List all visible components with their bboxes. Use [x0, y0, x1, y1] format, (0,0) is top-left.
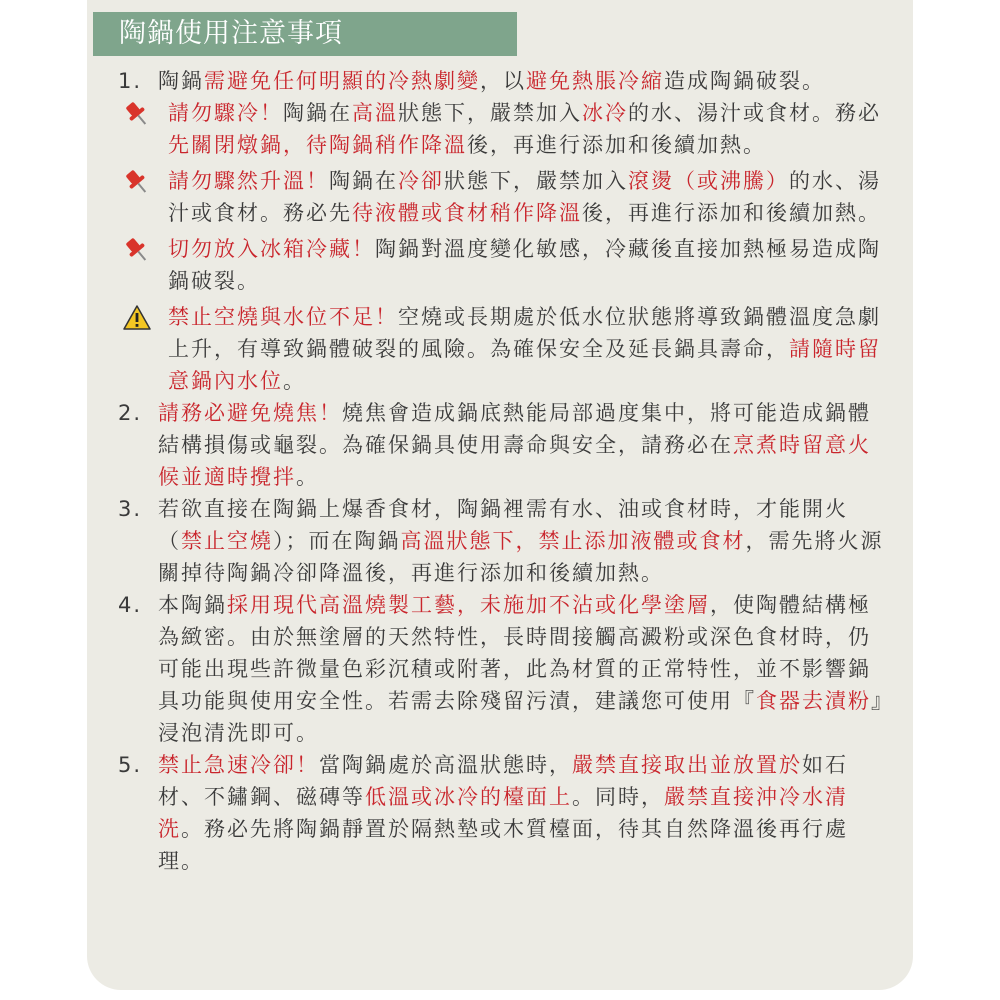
- list-item: [118, 589, 893, 749]
- highlight-text: 採用現代高溫燒製工藝，未施加不沾或化學塗層: [227, 593, 710, 617]
- sub-item: [118, 233, 893, 297]
- highlight-text: 先關閉燉鍋，待陶鍋稍作降溫: [168, 133, 467, 157]
- body-text: 的水、湯汁或食材。務必先: [168, 169, 881, 225]
- highlight-text: 冰冷: [582, 101, 628, 125]
- item-number: 5.: [118, 753, 143, 777]
- highlight-text: 禁止空燒: [181, 529, 273, 553]
- highlight-text: 嚴禁直接沖冷水清洗: [158, 785, 848, 841]
- sub-item-text: [168, 169, 881, 225]
- body-text: 陶鍋在: [329, 169, 398, 193]
- body-text: 空燒或長期處於低水位狀態將導致鍋體溫度急劇上升，有導致鍋體破裂的風險。為確保安全及延長鍋具壽命，: [168, 305, 881, 361]
- body-text: ，使陶體結構極為緻密。由於無塗層的天然特性，長時間接觸高澱粉或深色食材時，仍可能出現些許微量色彩沉積或附著，此為材質的正常特性，並不影響鍋具功能與使用安全性。若需去除殘留污漬，建議您可使用『: [158, 593, 871, 713]
- pin-icon: [122, 235, 152, 265]
- highlight-text: 待液體或食材稍作降溫: [352, 201, 582, 225]
- sub-item-text: [168, 237, 881, 293]
- body-text: 如石材、不鏽鋼、磁磚等: [158, 753, 848, 809]
- highlight-text: 禁止急速冷卻！: [158, 753, 319, 777]
- body-text: ，需先將火源關掉待陶鍋冷卻降溫後，再進行添加和後續加熱。: [158, 529, 884, 585]
- body-text: ）；而在陶鍋: [273, 529, 401, 553]
- sub-item: [118, 301, 893, 397]
- sub-item: [118, 165, 893, 229]
- body-text: 。務必先將陶鍋靜置於隔熱墊或木質檯面，待其自然降溫後再行處理。: [158, 817, 848, 873]
- item-number: 2.: [118, 401, 143, 425]
- list-item: [118, 493, 893, 589]
- item-number: 1.: [118, 69, 143, 93]
- highlight-text: 請勿驟冷！: [168, 101, 283, 125]
- item-text: [158, 497, 884, 585]
- body-text: 。: [283, 369, 306, 393]
- body-text: 陶鍋在: [283, 101, 352, 125]
- pin-icon: [122, 99, 152, 129]
- sub-item-text: [168, 101, 881, 157]
- highlight-text: 冷卻: [398, 169, 444, 193]
- page-title: 陶鍋使用注意事項: [93, 12, 517, 56]
- body-text: 後，再進行添加和後續加熱。: [582, 201, 881, 225]
- highlight-text: 食器去漬粉: [756, 689, 871, 713]
- item-text: [158, 401, 871, 489]
- item-text: [158, 69, 825, 93]
- highlight-text: 需避免任何明顯的冷熱劇變: [204, 69, 480, 93]
- body-text: ，以: [480, 69, 526, 93]
- body-text: 狀態下，嚴禁加入: [398, 101, 582, 125]
- body-text: 燒焦會造成鍋底熱能局部過度集中，將可能造成鍋體結構損傷或龜裂。為確保鍋具使用壽命與安全，請務必在: [158, 401, 871, 457]
- highlight-text: 高溫狀態下，禁止添加液體或食材: [400, 529, 746, 553]
- item-number: 3.: [118, 497, 143, 521]
- highlight-text: 低溫或冰冷的檯面上: [365, 785, 572, 809]
- sub-item: [118, 97, 893, 161]
- body-text: 陶鍋: [158, 69, 204, 93]
- sub-item-text: [168, 305, 881, 393]
- highlight-text: 請隨時留意鍋內水位: [168, 337, 881, 393]
- body-text: 陶鍋對溫度變化敏感，冷藏後直接加熱極易造成陶鍋破裂。: [168, 237, 881, 293]
- item-number: 4.: [118, 593, 143, 617]
- list-item: [118, 65, 893, 97]
- list-item: [118, 749, 893, 877]
- highlight-text: 切勿放入冰箱冷藏！: [168, 237, 375, 261]
- body-text: 後，再進行添加和後續加熱。: [467, 133, 766, 157]
- pin-icon: [122, 167, 152, 197]
- body-text: 造成陶鍋破裂。: [664, 69, 825, 93]
- highlight-text: 滾燙（或沸騰）: [628, 169, 789, 193]
- highlight-text: 烹煮時留意火候並適時攪拌: [158, 433, 871, 489]
- highlight-text: 請務必避免燒焦！: [158, 401, 342, 425]
- highlight-text: 避免熱脹冷縮: [526, 69, 664, 93]
- item-text: [158, 753, 848, 873]
- item-text: [158, 593, 884, 745]
- body-text: 當陶鍋處於高溫狀態時，: [319, 753, 572, 777]
- body-text: 。: [296, 465, 319, 489]
- highlight-text: 嚴禁直接取出並放置於: [572, 753, 802, 777]
- warning-icon: [122, 303, 152, 333]
- body-text: 狀態下，嚴禁加入: [444, 169, 628, 193]
- highlight-text: 高溫: [352, 101, 398, 125]
- list-item: [118, 397, 893, 493]
- notice-list: [118, 65, 893, 877]
- body-text: 。同時，: [572, 785, 664, 809]
- highlight-text: 請勿驟然升溫！: [168, 169, 329, 193]
- body-text: 』浸泡清洗即可。: [158, 689, 884, 745]
- body-text: 的水、湯汁或食材。務必: [628, 101, 881, 125]
- highlight-text: 禁止空燒與水位不足！: [168, 305, 398, 329]
- body-text: 本陶鍋: [158, 593, 227, 617]
- body-text: 若欲直接在陶鍋上爆香食材，陶鍋裡需有水、油或食材時，才能開火（: [158, 497, 848, 553]
